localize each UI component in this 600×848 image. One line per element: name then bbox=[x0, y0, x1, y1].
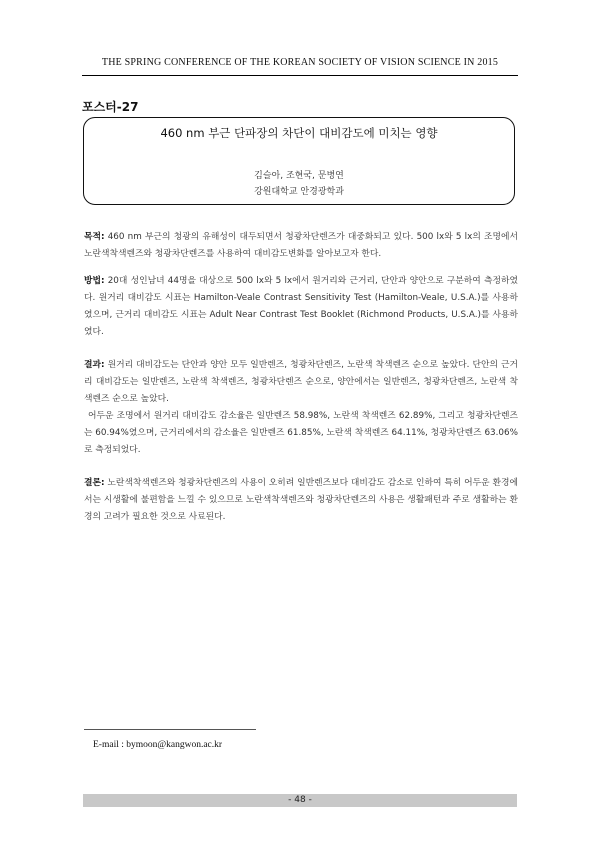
purpose-label: 목적: bbox=[84, 232, 105, 242]
purpose-section bbox=[84, 229, 518, 263]
page-number: - 48 - bbox=[288, 795, 312, 805]
page-footer-bar bbox=[83, 794, 517, 807]
conclusion-section bbox=[84, 475, 518, 526]
header-rule bbox=[82, 75, 518, 76]
result-text-2: 어두운 조명에서 원거리 대비감도 감소율은 일반렌즈 58.98%, 노란색 착색렌즈 62.89%, 그리고 청광차단렌즈는 60.94%였으며, 근거리에서의 감소율은 일반렌즈 61.85%, 노란색 착색렌즈 64.11%, 청광차단렌즈 63.06%로 측정되었다. bbox=[84, 411, 518, 455]
title-box bbox=[83, 117, 515, 205]
result-text: 원거리 대비감도는 단안과 양안 모두 일반렌즈, 청광차단렌즈, 노란색 착색렌즈 순으로 높았다. 단안의 근거리 대비감도는 일반렌즈, 노란색 착색렌즈, 청광차단렌즈 순으로, 양안에서는 일반렌즈, 청광차단렌즈, 노란색 착색렌즈 순으로 높았다. bbox=[84, 360, 518, 404]
paper-title: 460 nm 부근 단파장의 차단이 대비감도에 미치는 영향 bbox=[160, 126, 438, 140]
result-label: 결과: bbox=[84, 360, 105, 370]
method-section bbox=[84, 273, 518, 341]
result-section bbox=[84, 357, 518, 459]
conclusion-label: 결론: bbox=[84, 478, 105, 488]
email-footnote: E-mail : bymoon@kangwon.ac.kr bbox=[93, 740, 223, 750]
conclusion-text: 노란색착색렌즈와 청광차단렌즈의 사용이 오히려 일반렌즈보다 대비감도 감소로 인하여 특히 어두운 환경에서는 시생활에 불편함을 느낄 수 있으므로 노란색착색렌즈와 청광차단렌즈의 사용은 생활패턴과 주로 생활하는 환경의 고려가 필요한 것으로 사료된다. bbox=[84, 478, 518, 522]
purpose-text: 460 nm 부근의 청광의 유해성이 대두되면서 청광차단렌즈가 대중화되고 있다. 500 lx와 5 lx의 조명에서 노란색착색렌즈와 청광차단렌즈를 사용하여 대비감도변화를 알아보고자 한다. bbox=[84, 232, 518, 259]
running-header: THE SPRING CONFERENCE OF THE KOREAN SOCIETY OF VISION SCIENCE IN 2015 bbox=[101, 57, 499, 68]
poster-label: 포스터-27 bbox=[82, 100, 139, 114]
method-text: 20대 성인남녀 44명을 대상으로 500 lx와 5 lx에서 원거리와 근거리, 단안과 양안으로 구분하여 측정하였다. 원거리 대비감도 시표는 Hamilton-Veale Contrast Sensitivity Test (Hamilton-Veale, U.S.A.)를 사용하였으며, 근거리 대비감도 시표는 Adult Near Contrast Test Booklet (Richmond Products, U.S.A.)를 사용하였다. bbox=[84, 276, 518, 337]
footnote-rule bbox=[84, 729, 256, 730]
authors: 김슬아, 조현국, 문병연 bbox=[254, 171, 344, 181]
method-label: 방법: bbox=[84, 276, 105, 286]
affiliation: 강원대학교 안경광학과 bbox=[254, 187, 344, 197]
